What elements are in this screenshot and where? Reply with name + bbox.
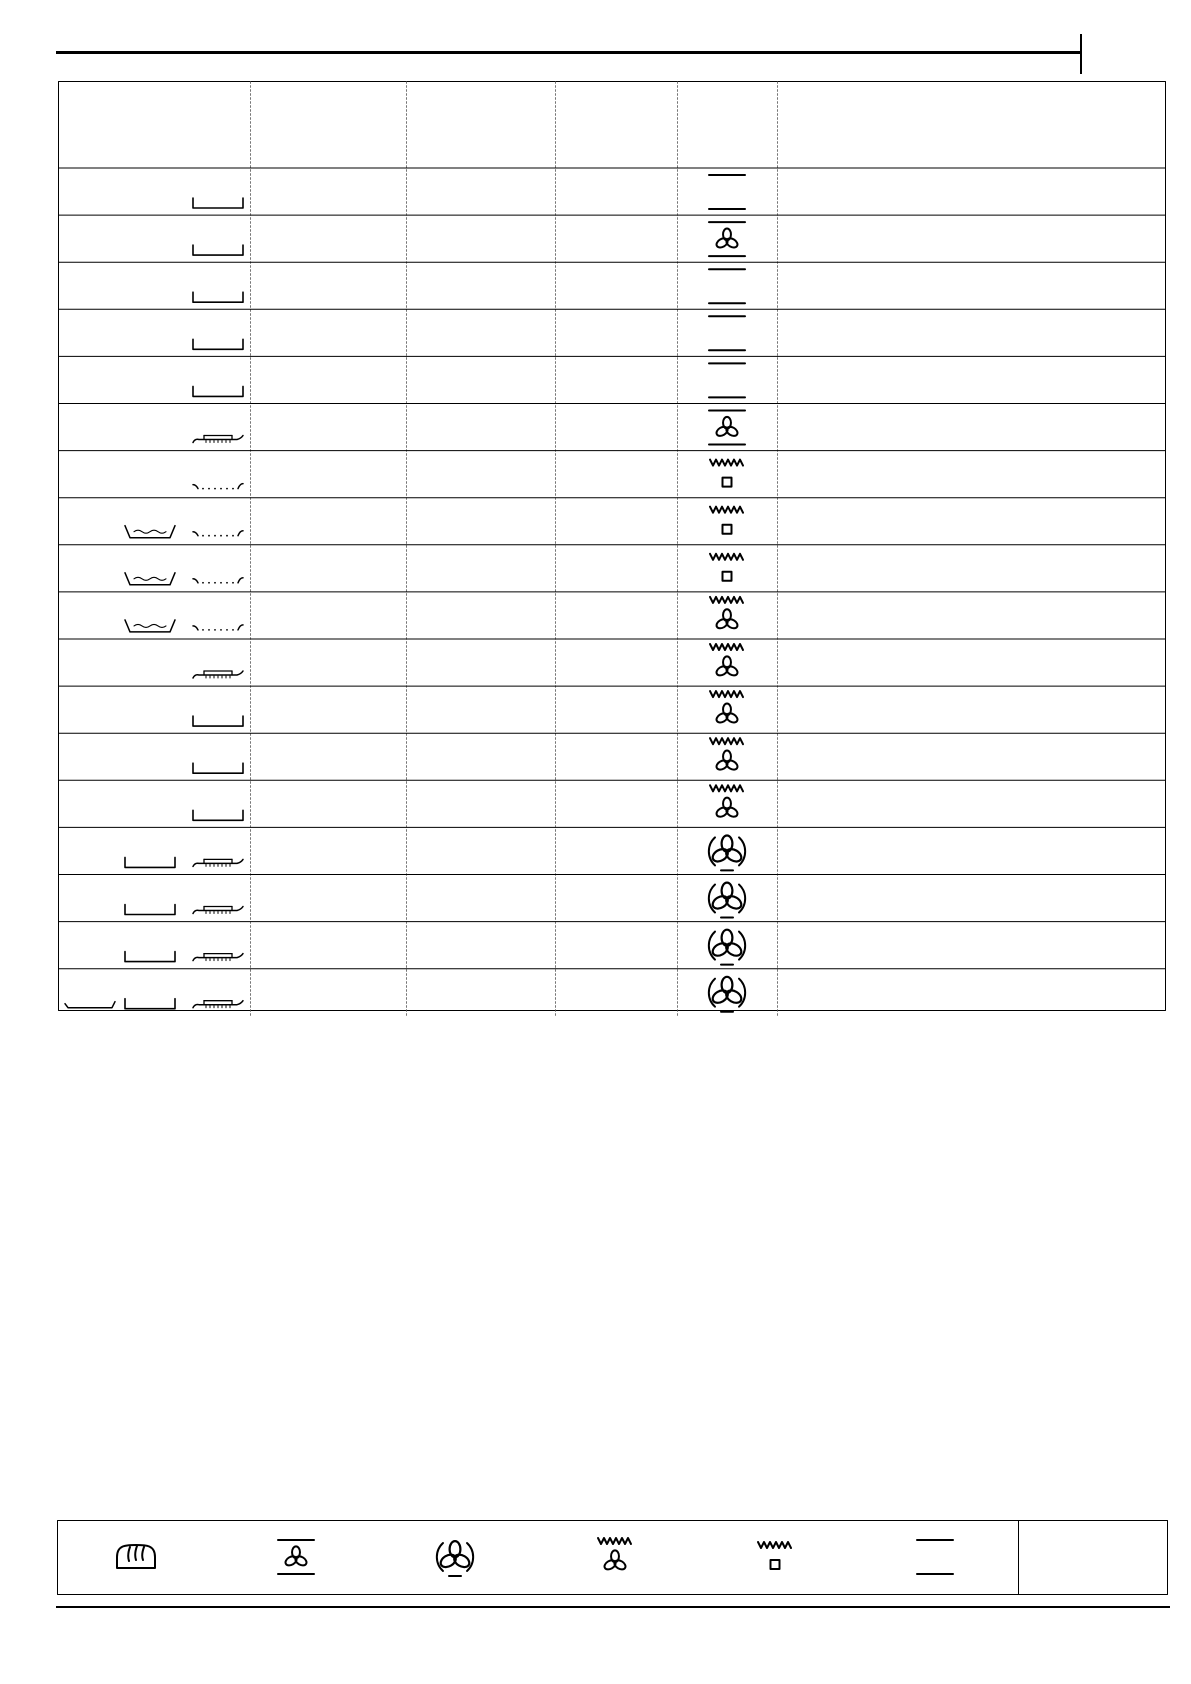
convection-fan-icon — [437, 1541, 473, 1576]
legend-icons — [117, 1538, 953, 1576]
fan-top-bottom-heat-icon — [278, 1540, 314, 1574]
bread-icon — [117, 1545, 155, 1568]
fan-grill-icon — [598, 1538, 631, 1571]
legend-box — [58, 1521, 1168, 1595]
page-footer-rule — [56, 1606, 1170, 1608]
top-bottom-heat-icon — [917, 1540, 953, 1574]
grill-icon — [758, 1542, 791, 1569]
